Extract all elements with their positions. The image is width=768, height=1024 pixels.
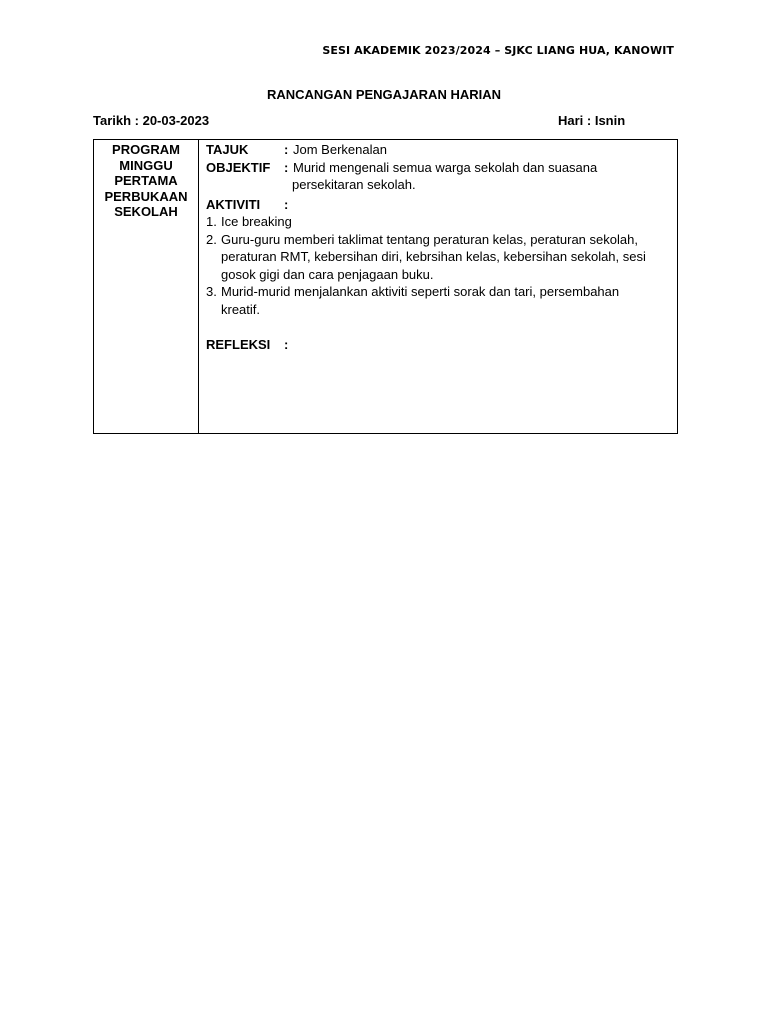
activity-text: Ice breaking [221, 214, 292, 229]
refleksi-colon: : [284, 337, 289, 352]
activity-text: Murid-murid menjalankan aktiviti seperti sorak dan tari, persembahan kreatif. [221, 284, 620, 317]
program-line: PERBUKAAN [104, 188, 188, 204]
refleksi-row [206, 336, 677, 354]
program-line: SEKOLAH [114, 204, 178, 219]
activity-number: 2. [206, 231, 217, 247]
activity-number: 3. [206, 284, 217, 299]
activity-number: 1. [206, 214, 217, 229]
activity-item [206, 283, 677, 318]
tajuk-value: Jom Berkenalan [293, 142, 387, 157]
aktiviti-colon: : [284, 196, 289, 212]
objektif-label: OBJEKTIF [206, 159, 271, 175]
lesson-plan-table [93, 139, 678, 434]
document-title: RANCANGAN PENGAJARAN HARIAN [266, 87, 501, 102]
plan-details [199, 140, 677, 433]
refleksi-label: REFLEKSI [206, 337, 271, 352]
date-line: Tarikh : 20-03-2023 [93, 113, 210, 128]
aktiviti-row [206, 196, 677, 214]
program-line: PROGRAM [112, 142, 180, 157]
day-line: Hari : Isnin [558, 113, 626, 128]
objektif-colon: : [284, 159, 289, 175]
program-line: PERTAMA [114, 173, 178, 188]
program-line: MINGGU [119, 157, 173, 173]
program-column [94, 140, 199, 433]
objektif-row [206, 159, 677, 177]
aktiviti-label: AKTIVITI [206, 196, 261, 212]
tajuk-colon: : [284, 142, 289, 157]
tajuk-row [206, 141, 677, 159]
activity-item [206, 231, 677, 284]
tajuk-label: TAJUK [206, 142, 249, 157]
objektif-value: Murid mengenali semua warga sekolah dan suasana [293, 159, 598, 175]
activity-text: Guru-guru memberi taklimat tentang peraturan kelas, peraturan sekolah, peraturan RMT, kebersihan diri, kebrsihan kelas, kebersihan sekolah, sesi gosok gigi dan cara penjagaan buku. [221, 231, 646, 282]
session-header: SESI AKADEMIK 2023/2024 – SJKC LIANG HUA, KANOWIT [322, 44, 674, 57]
activity-item [206, 213, 677, 231]
objektif-continuation: persekitaran sekolah. [292, 177, 416, 192]
